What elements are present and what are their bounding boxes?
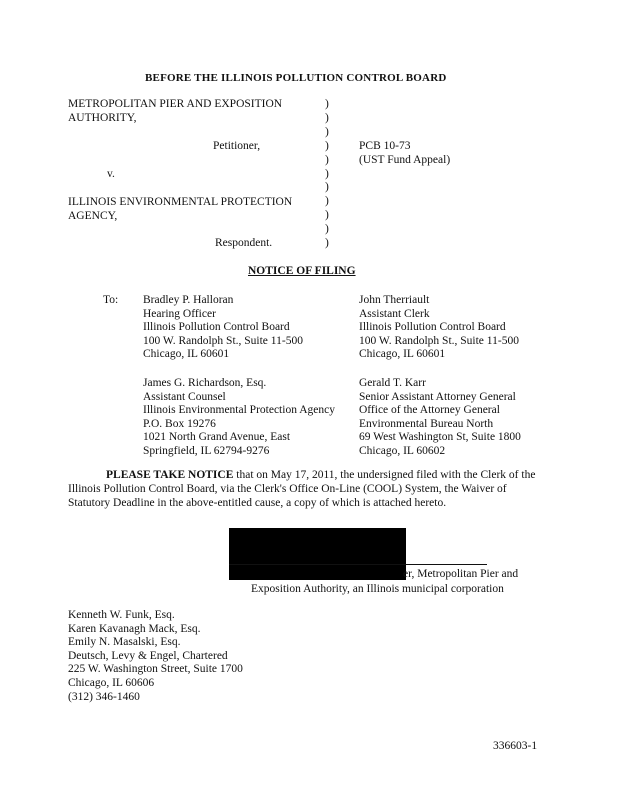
versus-label: v. (107, 168, 115, 180)
case-type: (UST Fund Appeal) (359, 153, 451, 166)
document-number: 336603-1 (493, 740, 538, 752)
caption-bracket-column: ) ) ) ) ) ) ) ) ) ) ) (325, 98, 329, 250)
signature-title-fragment: er, Metropolitan Pier and (403, 568, 519, 580)
recipient-block: John Therriault Assistant Clerk Illinois Pollution Control Board 100 W. Randolph St., Suite 11-500 Chicago, IL 60601 (359, 294, 519, 360)
notice-lead: PLEASE TAKE NOTICE (106, 469, 234, 481)
to-label: To: (103, 294, 119, 306)
signature-line (229, 564, 487, 565)
notice-body-text: that on May 17, 2011, the undersigned filed with the Clerk of the Illinois Pollution Control Board, via the Clerk's Office On-Line (COOL) System, the Waiver of Statutory Deadline in the above-entitled cause, a copy of which is attached hereto. (68, 469, 536, 509)
recipient-block: James G. Richardson, Esq. Assistant Counsel Illinois Environmental Protection Agency P.O. Box 19276 1021 North Grand Avenue, East Springfield, IL 62794-9276 (143, 377, 335, 457)
notice-title: NOTICE OF FILING (248, 265, 356, 277)
petitioner-role: Petitioner, (213, 140, 261, 152)
recipient-block: Gerald T. Karr Senior Assistant Attorney General Office of the Attorney General Environmental Bureau North 69 West Washington St, Suite 1800 Chicago, IL 60602 (359, 377, 521, 457)
petitioner-name: METROPOLITAN PIER AND EXPOSITION AUTHORITY, (68, 98, 283, 124)
signature-title: Exposition Authority, an Illinois municipal corporation (251, 583, 504, 595)
signature-redaction (229, 528, 406, 580)
notice-paragraph (68, 468, 548, 510)
respondent-name: ILLINOIS ENVIRONMENTAL PROTECTION AGENCY, (68, 196, 293, 222)
case-number: PCB 10-73 (UST Fund Appeal) (359, 140, 451, 166)
recipient-block: Bradley P. Halloran Hearing Officer Illinois Pollution Control Board 100 W. Randolph St., Suite 11-500 Chicago, IL 60601 (143, 294, 303, 360)
respondent-role: Respondent. (215, 237, 273, 249)
court-heading: BEFORE THE ILLINOIS POLLUTION CONTROL BOARD (145, 72, 447, 84)
counsel-block: Kenneth W. Funk, Esq. Karen Kavanagh Mack, Esq. Emily N. Masalski, Esq. Deutsch, Levy & Engel, Chartered 225 W. Washington Street, Suite 1700 Chicago, IL 60606 (312) 346-1460 (68, 609, 243, 703)
